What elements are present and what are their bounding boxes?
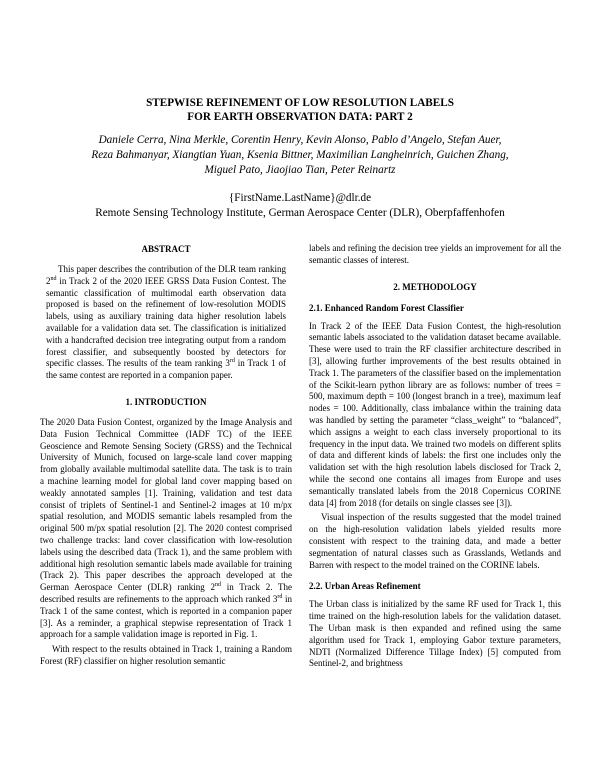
authors-line-1: Daniele Cerra, Nina Merkle, Corentin Henry, Kevin Alonso, Pablo d’Angelo, Stefan Auer, [98, 134, 502, 146]
title-line-2: FOR EARTH OBSERVATION DATA: PART 2 [187, 111, 413, 123]
abstract-heading: ABSTRACT [141, 244, 191, 254]
subsection-2-1-paragraph-2: Visual inspection of the results suggested that the model trained on the high-resolution validation labels yielded results more consistent with respect to the training data, and made a better segmentation of natural classes such as Grasslands, Wetlands and Barren with respect to the model trained on the CORINE labels. [309, 512, 561, 570]
introduction-heading: 1. INTRODUCTION [125, 396, 207, 407]
introduction-paragraph-1: The 2020 Data Fusion Contest, organized by the Image Analysis and Data Fusion Technical Committee (IADF TC) of the IEEE Geoscience and Remote Sensing Society (GRSS) and the Technical University of Munich, focused on large-scale land cover mapping from globally available multimodal satellite data. The task is to train a machine learning model for global land cover mapping based on weakly annotated samples [1]. Training, validation and test data consist of triplets of Sentinel-1 and Sentinel-2 images at 10 m/px spatial resolution, and MODIS semantic labels resampled from the original 500 m/px spatial resolution [2]. The 2020 contest comprised two challenge tracks: land cover classification with low-resolution labels using the described data (Track 1), and the same problem with additional high resolution semantic labels made available for training (Track 2). This paper describes the approach developed at the German Aerospace Center (DLR) ranking 2nd in Track 2. The described results are refinements to the approach which ranked 3rd in Track 1 of the same contest, which is reported in a companion paper [3]. As a reminder, a graphical stepwise representation of Track 1 approach for a sample validation image is reported in Fig. 1. [40, 416, 292, 640]
author-list [40, 133, 560, 177]
right-column [309, 243, 561, 670]
affiliation: Remote Sensing Technology Institute, German Aerospace Center (DLR), Oberpfaffenhofen [95, 207, 505, 219]
authors-line-3: Miguel Pato, Jiaojiao Tian, Peter Reinartz [204, 163, 396, 176]
subsection-2-1-heading: 2.1. Enhanced Random Forest Classifier [309, 302, 464, 313]
introduction-paragraph-2: With respect to the results obtained in Track 1, training a Random Forest (RF) classifier on higher resolution semantic [40, 644, 292, 666]
left-column [40, 243, 292, 668]
authors-line-2: Reza Bahmanyar, Xiangtian Yuan, Ksenia Bittner, Maximilian Langheinrich, Guichen Zhang, [91, 148, 509, 161]
introduction-paragraph-2-continued: labels and refining the decision tree yields an improvement for all the semantic classes of interest. [309, 243, 561, 265]
author-email: {FirstName.LastName}@dlr.de [228, 192, 372, 204]
subsection-2-2-heading: 2.2. Urban Areas Refinement [309, 581, 421, 592]
methodology-heading: 2. METHODOLOGY [393, 281, 477, 292]
abstract-paragraph: This paper describes the contribution of the DLR team ranking 2nd in Track 2 of the 2020 IEEE GRSS Data Fusion Contest. The semantic classification of multimodal earth observation data proposed is based on the refinement of low-resolution MODIS labels, using as auxiliary training data higher resolution labels available for a validation data set. The classification is initialized with a handcrafted decision tree integrating output from a random forest classifier, and subsequently boosted by detectors for specific classes. The results of the team ranking 3rd in Track 1 of the same contest are reported in a companion paper. [46, 264, 286, 381]
subsection-2-1-paragraph-1: In Track 2 of the IEEE Data Fusion Contest, the high-resolution semantic labels associated to the validation dataset became available. These were used to train the RF classifier architecture described in [3], allowing further improvements of the best results obtained in Track 1. The parameters of the classifier based on the implementation of the Scikit-learn python library are as follows: number of trees = 500, maximum depth = 100 (longest branch in a tree), maximum leaf nodes = 100. Additionally, class imbalance within the training data was handled by setting the parameter “class_weight” to “balanced”, which assigns a weight to each class inversely proportional to its frequency in the input data. We trained two models on different splits of data and different kinds of labels: the first one includes only the validation set with the high resolution labels disclosed for Track 2, while the second one contains all images from Europe and uses semantically translated labels from the 2018 Copernicus CORINE data [4] from 2018 (for details on single classes see [3]). [309, 320, 561, 508]
title-line-1: STEPWISE REFINEMENT OF LOW RESOLUTION LABELS [146, 97, 454, 109]
subsection-2-2-paragraph-1: The Urban class is initialized by the same RF used for Track 1, this time trained on the high-resolution labels for the validation dataset. The Urban mask is then expanded and refined using the same algorithm used for Track 1, employing Gabor texture parameters, NDTI (Normalized Difference Tillage Index) [5] computed from Sentinel-2, and brightness [309, 599, 561, 669]
paper-title [40, 96, 560, 124]
